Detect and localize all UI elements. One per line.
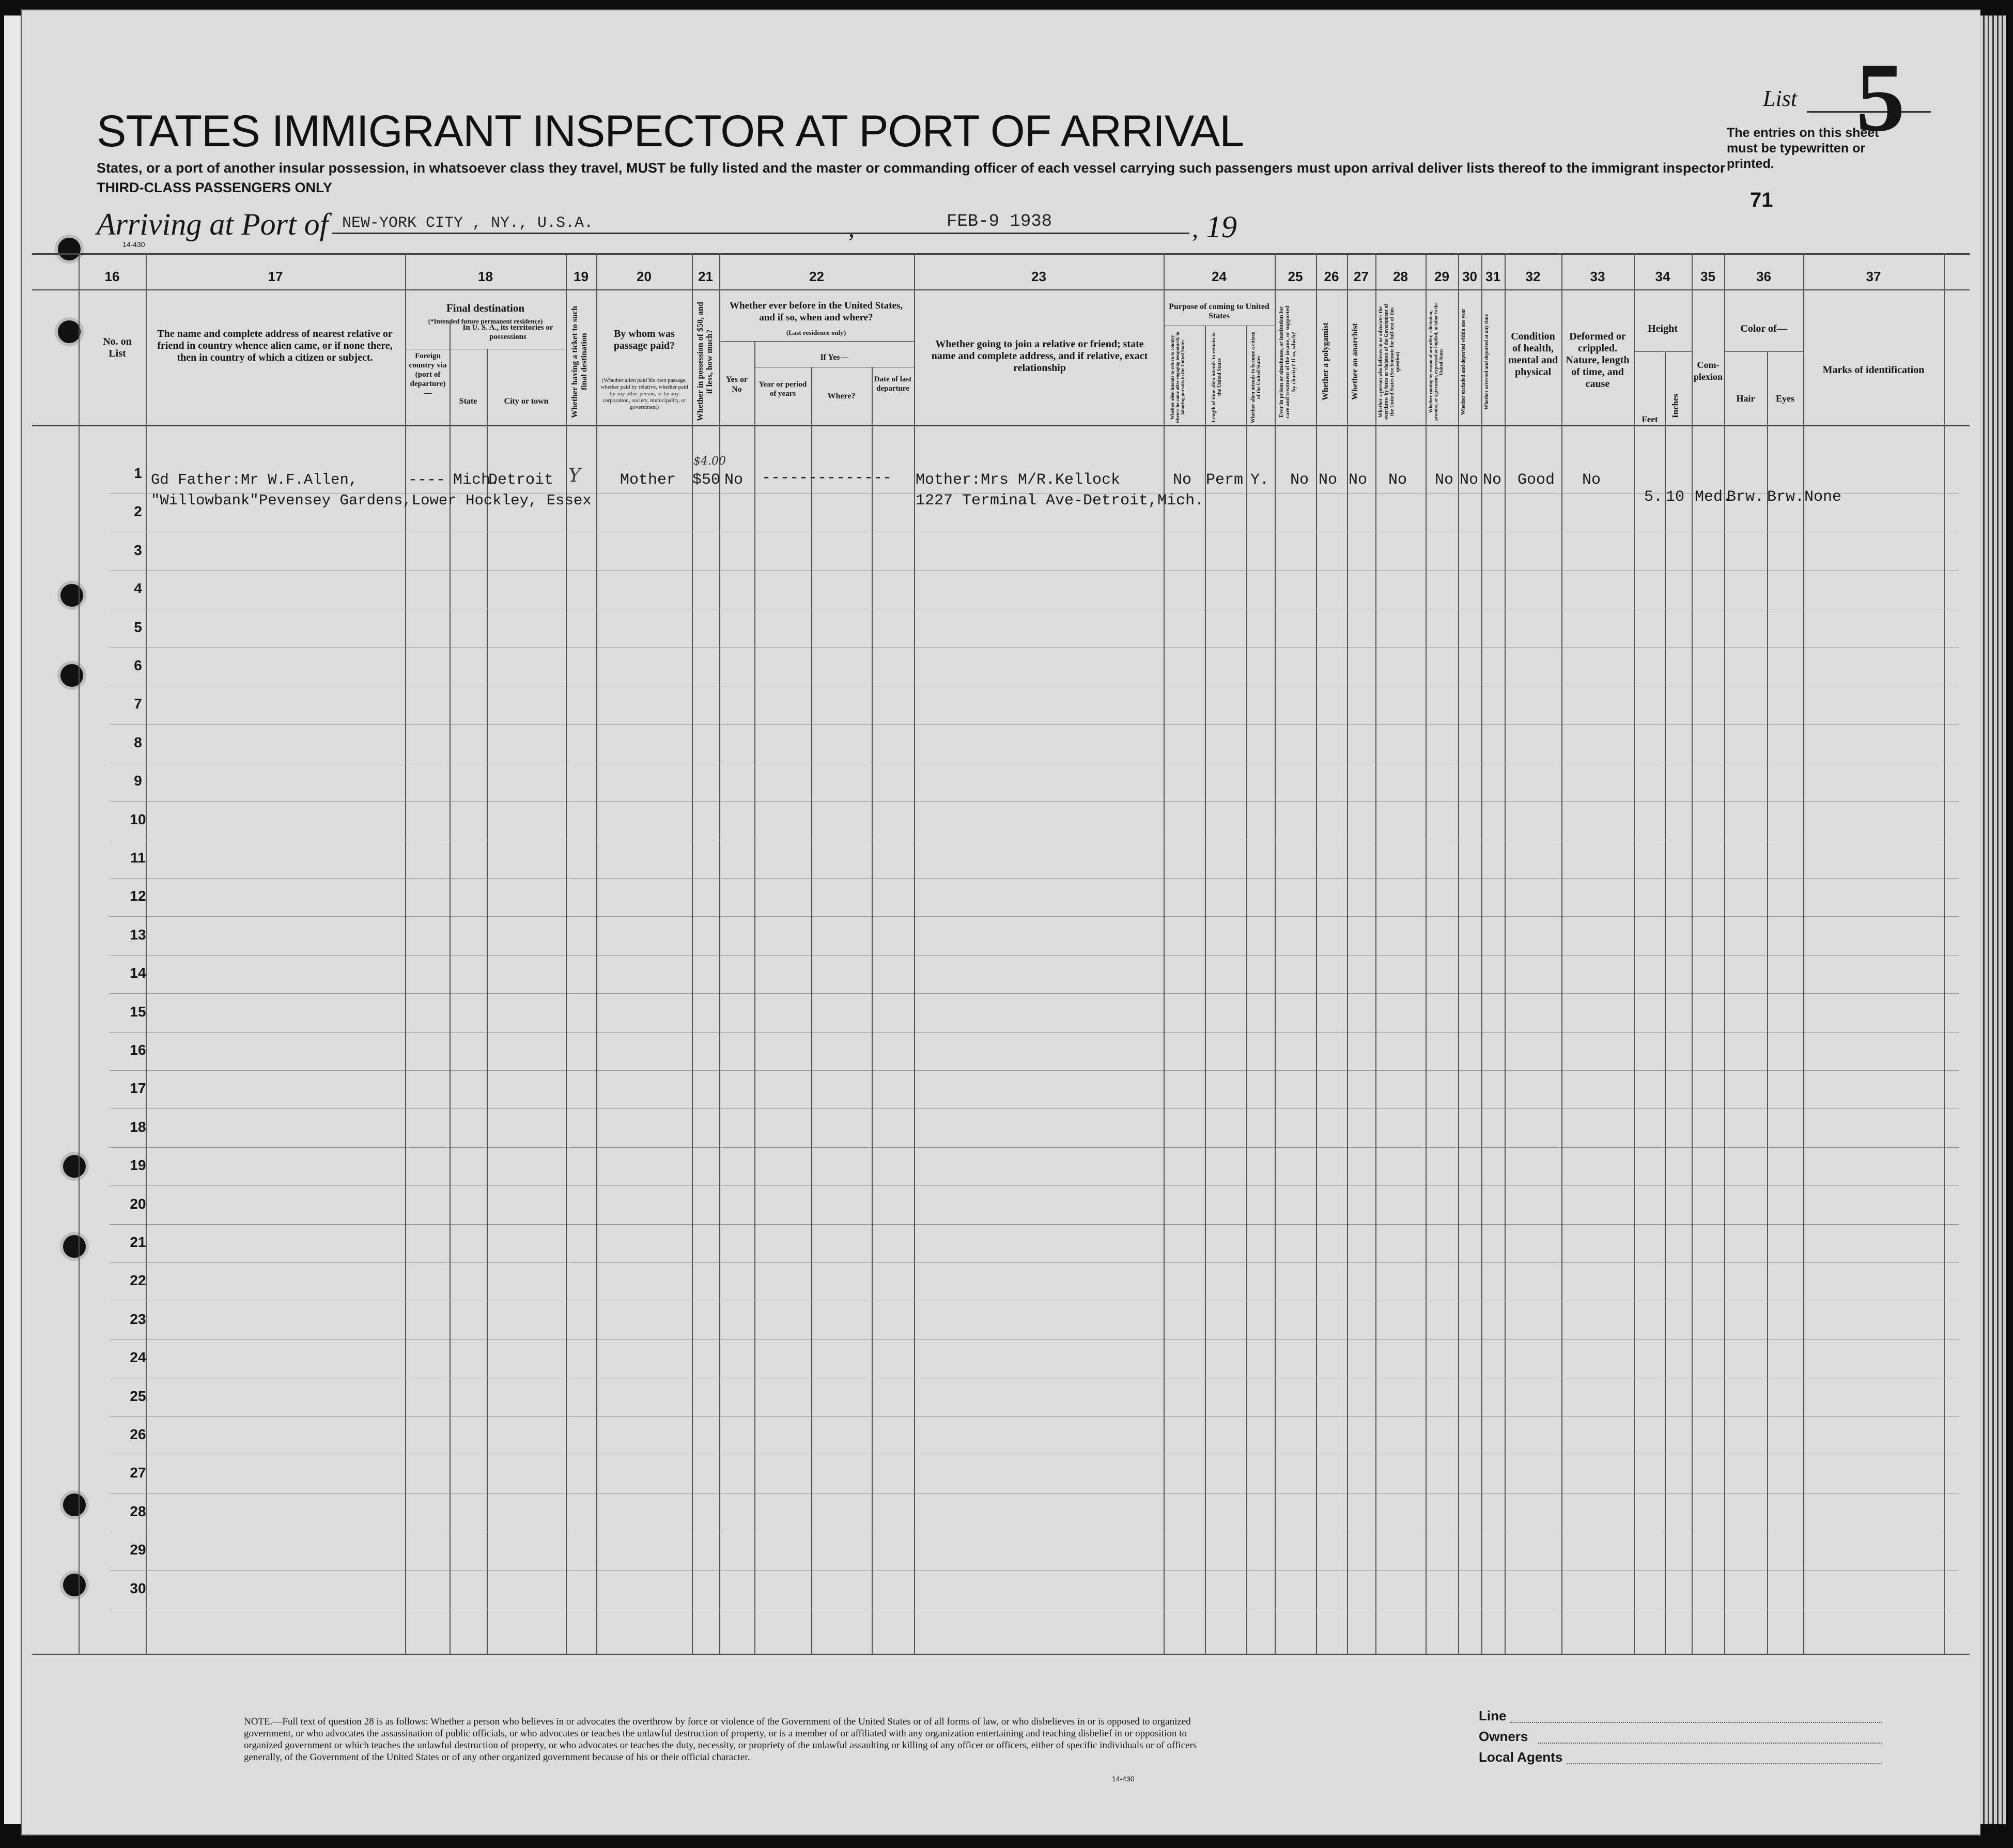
entry-anarchist: No xyxy=(1349,471,1368,489)
form-title: STATES IMMIGRANT INSPECTOR AT PORT OF ARRIVAL xyxy=(97,106,1244,156)
entry-relative-line2: "Willowbank"Pevensey Gardens,Lower Hockley, Essex xyxy=(151,492,592,509)
row-number: 2 xyxy=(134,503,142,520)
hdr-join-relative: Whether going to join a relative or friend; state name and complete address, and if relative, exact relationship xyxy=(931,338,1148,374)
row-number: 23 xyxy=(130,1311,146,1327)
hdr-final-destination: Final destination xyxy=(446,302,525,314)
binder-hole xyxy=(60,584,83,607)
row-number: 14 xyxy=(130,965,146,981)
row-number: 24 xyxy=(130,1349,146,1366)
arriving-label: Arriving at Port of xyxy=(97,207,329,241)
col-line xyxy=(1375,253,1376,1654)
col-line xyxy=(872,367,873,1654)
entry-hair: Brw. xyxy=(1727,488,1764,506)
hdr-excluded: Whether excluded and deported within one year xyxy=(1461,309,1466,415)
owners-field xyxy=(1538,1743,1882,1744)
row-number: 8 xyxy=(134,734,142,750)
col-line xyxy=(1481,253,1482,1654)
row-number: 9 xyxy=(134,773,142,789)
hdr-where: Where? xyxy=(827,392,856,401)
hdr-ever-before: Whether ever before in the United States, and if so, when and where? xyxy=(729,300,903,323)
line-field xyxy=(1510,1722,1882,1723)
col-line xyxy=(811,367,812,1654)
line-label: Line xyxy=(1479,1708,1507,1723)
row-number: 6 xyxy=(134,657,142,673)
row-rule xyxy=(110,1147,1959,1148)
hdr-arrested: Whether arrested and deported at any time xyxy=(1484,314,1490,410)
col-number: 23 xyxy=(1031,269,1046,284)
manifest-sheet xyxy=(21,9,1981,1836)
entry-paid-by: Mother xyxy=(620,471,676,489)
hdr-years: Year or period of years xyxy=(758,380,807,398)
passenger-class: THIRD-CLASS PASSENGERS ONLY xyxy=(97,180,333,195)
col-number: 21 xyxy=(698,269,713,284)
col-number: 27 xyxy=(1354,269,1369,284)
hdr-in-usa: In U. S. A., its territories or possessions xyxy=(462,324,553,341)
hdr-relative-address: The name and complete address of nearest relative or friend in country whence alien came, or if none there, then in country of which a citizen or subject. xyxy=(157,328,393,363)
hdr-purpose: Purpose of coming to United States xyxy=(1169,302,1269,320)
hdr-city: City or town xyxy=(504,397,549,406)
row-rule xyxy=(110,1416,1959,1417)
entry-deformed: No xyxy=(1582,471,1601,489)
row-rule xyxy=(110,1224,1959,1225)
hdr-deformed: Deformed or crippled. Nature, length of time, and cause xyxy=(1566,331,1630,390)
col-line xyxy=(914,253,915,1654)
col-line xyxy=(754,341,755,1654)
col-line xyxy=(1561,253,1562,1654)
hdr-state: State xyxy=(459,397,477,406)
hdr-anarchist: Whether an anarchist xyxy=(1351,323,1359,401)
colnum-rule xyxy=(32,289,1970,290)
entry-prison: No xyxy=(1290,471,1309,489)
entry-complexion: Med. xyxy=(1695,488,1732,506)
hdr-labor-offer: Whether coming by reason of any offer, solicitation, promise, or agreement, expressed or implied, to labor in the United States xyxy=(1428,302,1444,421)
hdr-purpose-length: Length of time alien intends to remain in the United States xyxy=(1211,332,1222,422)
entry-ticket: Y xyxy=(568,465,581,486)
entry-join-line2: 1227 Terminal Ave-Detroit,Mich. xyxy=(916,492,1204,510)
arrival-date: FEB-9 1938 xyxy=(947,212,1052,232)
list-number: 5 xyxy=(1856,43,1905,152)
row-rule xyxy=(110,1032,1959,1033)
entry-feet: 5. xyxy=(1644,488,1663,506)
col-number: 26 xyxy=(1324,269,1339,284)
hdr-final-destination-note: (*Intended future permanent residence) xyxy=(428,317,543,325)
comma: , xyxy=(848,215,855,242)
col-line xyxy=(1246,326,1247,1654)
local-agents-label: Local Agents xyxy=(1479,1749,1563,1765)
row-number: 25 xyxy=(130,1388,146,1404)
list-instruction: The entries on this sheet must be typewritten or printed. xyxy=(1727,126,1879,171)
hdr-fifty-dollars: Whether in possession of $50, and if less, how much? xyxy=(696,302,714,422)
entry-join-line1: Mother:Mrs M/R.Kellock xyxy=(916,471,1121,489)
col-number: 30 xyxy=(1462,269,1477,284)
hdr-if-yes: If Yes— xyxy=(820,353,848,362)
row-number: 20 xyxy=(130,1195,146,1212)
col-number: 16 xyxy=(104,269,120,284)
hdr-hair: Hair xyxy=(1736,393,1755,404)
table-top-rule xyxy=(32,253,1970,255)
page-edges xyxy=(1980,16,2006,1824)
entry-state: Mich. xyxy=(453,471,500,489)
subhdr-rule xyxy=(1724,351,1803,352)
col-line xyxy=(450,320,451,1654)
hdr-polygamist: Whether a polygamist xyxy=(1321,322,1330,401)
row-number: 22 xyxy=(130,1272,146,1289)
col-line xyxy=(405,253,406,1654)
col-line xyxy=(566,253,567,1654)
col-number: 17 xyxy=(268,269,283,284)
col-number: 37 xyxy=(1866,269,1881,284)
entry-length: Perm xyxy=(1206,471,1244,489)
entry-excluded: No xyxy=(1460,471,1479,489)
row-number: 18 xyxy=(130,1118,146,1135)
binder-hole xyxy=(63,1493,86,1516)
row-number: 29 xyxy=(130,1542,146,1558)
col-number: 32 xyxy=(1525,269,1541,284)
form-number-bottom: 14-430 xyxy=(1112,1775,1135,1783)
header-bottom-rule xyxy=(32,425,1970,426)
row-number: 16 xyxy=(130,1042,146,1058)
row-number: 28 xyxy=(130,1503,146,1519)
col-number: 19 xyxy=(574,269,589,284)
list-label: List xyxy=(1763,86,1798,111)
hdr-yes-no: Yes or No xyxy=(725,375,748,394)
row-number: 17 xyxy=(130,1080,146,1097)
row-number: 1 xyxy=(134,465,142,481)
row-rule xyxy=(110,801,1959,802)
col-number: 25 xyxy=(1288,269,1303,284)
hdr-color-of: Color of— xyxy=(1740,323,1787,334)
col-line xyxy=(1164,253,1165,1654)
row-rule xyxy=(110,993,1959,994)
row-number: 15 xyxy=(130,1003,146,1020)
entry-overthrow: No xyxy=(1388,471,1407,489)
col-line xyxy=(146,253,147,1654)
col-line xyxy=(1767,351,1768,1654)
form-subtitle: States, or a port of another insular possession, in whatsoever class they travel, MUST be fully listed and the master or commanding officer of each vessel carrying such passengers must upon arrival deliver lists thereof to the immigrant inspector xyxy=(97,160,1726,176)
col-line xyxy=(79,253,80,1654)
col-line xyxy=(1458,253,1459,1654)
binder-hole xyxy=(63,1574,86,1596)
row-number: 30 xyxy=(130,1580,146,1596)
row-number: 21 xyxy=(130,1234,146,1250)
owners-label: Owners xyxy=(1479,1729,1528,1744)
entry-marks: None xyxy=(1804,488,1842,506)
binder-hole xyxy=(63,1235,86,1258)
binder-hole xyxy=(60,664,83,687)
row-number: 13 xyxy=(130,926,146,943)
binder-hole xyxy=(58,320,81,343)
entry-citizen: Y. xyxy=(1250,471,1269,489)
row-number: 27 xyxy=(130,1465,146,1481)
date-underline xyxy=(869,233,1189,234)
row-number: 19 xyxy=(130,1157,146,1174)
entry-health: Good xyxy=(1518,471,1555,489)
col-line xyxy=(596,253,597,1654)
col-line xyxy=(1505,253,1506,1654)
binder-hole xyxy=(63,1155,86,1178)
subhdr-rule xyxy=(1634,351,1692,352)
col-number: 18 xyxy=(478,269,493,284)
table-bottom-rule xyxy=(32,1654,1970,1655)
entry-inches: 10 xyxy=(1666,488,1685,506)
col-number: 29 xyxy=(1434,269,1449,284)
entry-return: No xyxy=(1173,471,1192,489)
row-rule xyxy=(110,1070,1959,1071)
hdr-last-residence: (Last residence only) xyxy=(786,329,846,336)
port-value: NEW-YORK CITY , NY., U.S.A. xyxy=(342,214,594,232)
entry-foreign-country: ---- xyxy=(408,471,446,489)
entry-been-before: No xyxy=(724,471,744,489)
col-line xyxy=(1944,253,1945,1654)
col-line xyxy=(1803,253,1804,1654)
entry-polygamist: No xyxy=(1319,471,1338,489)
year-prefix: , 19 xyxy=(1192,210,1237,244)
hdr-inches: Inches xyxy=(1670,393,1680,418)
entry-prior-residence: -------------- xyxy=(762,469,892,487)
year-prefix-text: 19 xyxy=(1206,210,1237,244)
col-number: 31 xyxy=(1485,269,1500,284)
footnote-q28: NOTE.—Full text of question 28 is as follows: Whether a person who believes in or advocates the overthrow by force or violence of the Government of the United States or of all forms of law, or who disbelieves in or is opposed to organized government, or who advocates the assassination of public officials, or who advocates or teaches the unlawful destruction of property, or is a member of or affiliated with any organization entertaining and teaching disbelief in or opposition to organized government or which teaches the unlawful destruction of property, or who advocates or teaches the duty, necessity, or propriety of the unlawful assaulting or killing of any officer or officers, either of specific individuals or of officers generally, of the Government of the United States or of any other organized government because of his or their official character. xyxy=(244,1716,1197,1763)
row-number: 5 xyxy=(134,619,142,635)
row-number: 10 xyxy=(130,811,146,827)
row-rule xyxy=(110,724,1959,725)
hdr-overthrow: Whether a person who believes in or advocates the overthrow by force or violence of the Government of the United States (See footnote for full text of this question) xyxy=(1378,304,1401,420)
row-number: 4 xyxy=(134,580,142,597)
col-number: 22 xyxy=(809,269,824,284)
hdr-height: Height xyxy=(1648,323,1678,334)
row-rule xyxy=(110,878,1959,879)
binder-hole xyxy=(58,238,81,260)
hdr-marks: Marks of identification xyxy=(1822,364,1925,376)
col-number: 35 xyxy=(1700,269,1715,284)
row-rule xyxy=(110,1262,1959,1263)
row-rule xyxy=(110,955,1959,956)
col-number: 20 xyxy=(637,269,652,284)
row-number: 12 xyxy=(130,888,146,904)
entry-money: $50 xyxy=(692,471,721,489)
row-rule xyxy=(110,1108,1959,1109)
row-rule xyxy=(110,916,1959,917)
hdr-complexion: Com-plexion xyxy=(1693,360,1723,382)
entry-eyes: Brw. xyxy=(1767,488,1805,506)
hdr-purpose-return: Whether alien intends to return to country whence he came after engaging temporarily in laboring pursuits in the United States xyxy=(1170,331,1185,423)
col-line xyxy=(1634,253,1635,1654)
entry-city: Detroit xyxy=(488,471,554,489)
hdr-foreign-country: Foreign country via (port of departure)— xyxy=(409,352,447,397)
col-line xyxy=(1205,326,1206,1654)
col-number: 24 xyxy=(1212,269,1227,284)
hdr-eyes: Eyes xyxy=(1776,393,1794,404)
col-number: 33 xyxy=(1590,269,1605,284)
col-line xyxy=(1665,351,1666,1654)
col-line xyxy=(692,253,693,1654)
hdr-prison: Ever in prison or almshouse, or institution for care and treatment of the insane, or supported by charity? If so, which? xyxy=(1278,305,1297,418)
row-number: 3 xyxy=(134,542,142,558)
col-line xyxy=(1692,253,1693,1654)
col-line xyxy=(1275,253,1276,1654)
hdr-feet: Feet xyxy=(1642,414,1658,424)
subhdr-rule xyxy=(719,341,914,342)
local-agents-field xyxy=(1567,1763,1882,1764)
hdr-date-departure: Date of last departure xyxy=(874,375,912,393)
hdr-no-on-list: No. on List xyxy=(103,336,132,359)
row-number: 11 xyxy=(130,850,146,866)
entry-relative-line1: Gd Father:Mr W.F.Allen, xyxy=(151,471,358,488)
entry-labor: No xyxy=(1435,471,1454,489)
col-number: 36 xyxy=(1756,269,1771,284)
sheet-number: 71 xyxy=(1750,189,1773,211)
entry-arrested: No xyxy=(1483,471,1502,489)
col-number: 34 xyxy=(1655,269,1670,284)
col-number: 28 xyxy=(1393,269,1408,284)
col-line xyxy=(487,349,488,1654)
hdr-passage-note: (Whether alien paid his own passage, whether paid by relative, whether paid by any other person, or by any corporation, society, municipality, or government) xyxy=(600,377,688,410)
hdr-ticket: Whether having a ticket to such final destination xyxy=(570,305,589,418)
form-number-top: 14-430 xyxy=(122,240,145,249)
port-underline xyxy=(332,233,869,234)
col-line xyxy=(1426,253,1427,1654)
row-number: 7 xyxy=(134,696,142,712)
row-number: 26 xyxy=(130,1426,146,1442)
hdr-passage-paid: By whom was passage paid? xyxy=(613,328,675,351)
hdr-purpose-citizen: Whether alien intends to become a citizen of the United States xyxy=(1250,331,1262,423)
entry-money-handwritten: $4.00 xyxy=(693,455,726,468)
col-line xyxy=(1347,253,1348,1654)
col-line xyxy=(1316,253,1317,1654)
row-rule xyxy=(110,1339,1959,1340)
col-line xyxy=(1724,253,1725,1654)
row-rule xyxy=(110,1185,1959,1186)
hdr-health: Condition of health, mental and physical xyxy=(1508,331,1558,378)
